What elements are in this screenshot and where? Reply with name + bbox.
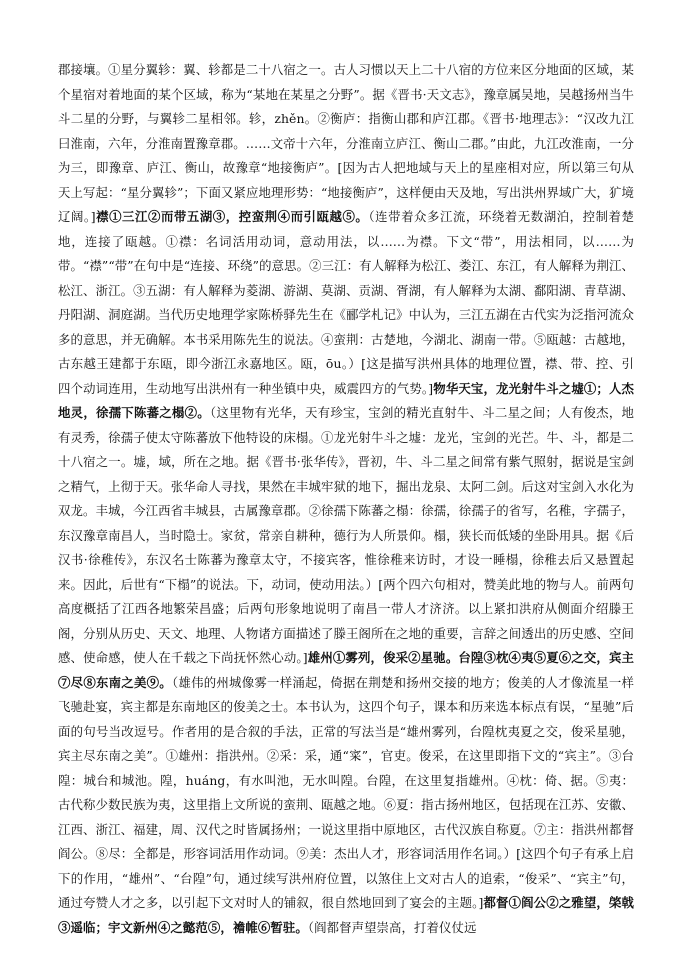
commentary-text: 郡接壤。①星分翼轸：翼、轸都是二十八宿之一。古人习惯以天上二十八宿的方位来区分地面的区域，某个星宿对着地面的某个区域，称为“某地在某星之分野”。据《晋书·天文志》，豫章属吴地，吴越扬州当牛斗二星的分野，与翼轸二星相邻。轸，zhěn。②衡庐：指衡山郡和庐江郡。《晋书·地理志》：“汉改九江曰淮南，六年，分淮南置豫章郡。……文帝十六年，分淮南立庐江、衡山二郡。”由此，九江改淮南，一分为三，即豫章、庐江、衡山，故豫章“地接衡庐”。[因为古人把地域与天上的星座相对应，所以第三句从天上写起：“星分翼轸”；下面又紧应地理形势：“地接衡庐”，这样便由天及地，写出洪州界域广大，犷境辽阔。] xyxy=(58,62,634,224)
commentary-text: （连带着众多江流，环绕着无数湖泊，控制着楚地，连接了瓯越。①襟：名词活用动词，意动用法，以……为襟。下文“带”，用法相同，以……为带。“襟”“带”在句中是“连接、环绕”的意思。②三江：有人解释为松江、娄江、东江，有人解释为荆江、松江、浙江。③五湖：有人解释为菱湖、游湖、莫湖、贡湖、胥湖，有人解释为太湖、鄱阳湖、青草湖、丹阳湖、洞庭湖。当代历史地理学家陈桥驿先生在《郦学札记》中认为，三江五湖在古代实为泛指河流众多的意思，并无确解。本书采用陈先生的说法。④蛮荆：古楚地，今湖北、湖南一带。⑤瓯越：古越地，古东越王建都于东瓯，即今浙江永嘉地区。瓯，ōu。）[这是描写洪州具体的地理位置，襟、带、控、引四个动词连用，生动地写出洪州有一种坐镇中央，威震四方的气势。] xyxy=(58,209,634,396)
original-text-sentence: 都督①阎公②之雅望，棨戟③遥临；宇文新州④之懿范⑤，襜帷⑥暂驻。 xyxy=(58,895,634,935)
commentary-text: （阎都督声望崇高，打着仪仗远 xyxy=(307,919,477,935)
original-text-sentence: 雄州①雾列，俊采②星驰。台隍③枕④夷⑤夏⑥之交，宾主⑦尽⑧东南之美⑨。 xyxy=(58,650,634,690)
annotated-text-block xyxy=(58,58,634,940)
commentary-text: （这里物有光华，天有珍宝，宝剑的精光直射牛、斗二星之间；人有俊杰，地有灵秀，徐孺子使太守陈蕃放下他特设的床榻。①龙光射牛斗之墟：龙光，宝剑的光芒。牛、斗，都是二十八宿之一。墟，域，所在之地。据《晋书·张华传》，晋初，牛、斗二星之间常有紫气照射，据说是宝剑之精气，上彻于天。张华命人寻找，果然在丰城牢狱的地下，掘出龙泉、太阿二剑。后这对宝剑入水化为双龙。丰城，今江西省丰城县，古属豫章郡。②徐孺下陈蕃之榻：徐孺，徐孺子的省写，名稚，字孺子，东汉豫章南昌人，当时隐士。家贫，常亲自耕种，德行为人所景仰。榻，狭长而低矮的坐卧用具。据《后汉书·徐稚传》，东汉名士陈蕃为豫章太守，不接宾客，惟徐稚来访时，才设一睡榻，徐稚去后又悬置起来。因此，后世有“下榻”的说法。下，动词，使动用法。）[两个四六句相对，赞美此地的物与人。前两句高度概括了江西各地繁荣昌盛；后两句形象地说明了南昌一带人才济济。以上紧扣洪府从侧面介绍滕王阁，分别从历史、天文、地理、人物诸方面描述了滕王阁所在之地的重要，言辞之间透出的历史感、空间感、使命感，使人在千载之下尚抚怀然心动。] xyxy=(58,405,634,665)
commentary-text: （雄伟的州城像雾一样涌起，倚据在荆楚和扬州交接的地方；俊美的人才像流星一样飞驰赴宴，宾主都是东南地区的俊美之士。本书认为，这四个句子，课本和历来选本标点有误，“星驰”后面的句号当改逗号。作者用的是合叙的手法，正常的写法当是“雄州雾列，台隍枕夷夏之交，俊采星驰，宾主尽东南之美”。①雄州：指洪州。②采：采，通“寀”，官吏。俊采，在这里即指下文的“宾主”。③台隍：城台和城池。隍，huáng，有水叫池，无水叫隍。台隍，在这里复指雄州。④枕：倚、据。⑤夷：古代称少数民族为夷，这里指上文所说的蛮荆、瓯越之地。⑥夏：指古扬州地区，包括现在江苏、安徽、江西、浙江、福建，周、汉代之时皆属扬州；一说这里指中原地区，古代汉族自称夏。⑦主：指洪州都督阎公。⑧尽：全都是，形容词活用作动词。⑨美：杰出人才，形容词活用作名词。）[这四个句子有承上启下的作用，“雄州”、“台隍”句，通过续写洪州府位置，以煞住上文对古人的追索，“俊采”、“宾主”句，通过夸赞人才之多，以引起下文对时人的铺叙，很自然地回到了宴会的主题。] xyxy=(58,674,635,910)
original-text-sentence: 物华天宝，龙光射牛斗之墟①；人杰地灵，徐孺下陈蕃之榻②。 xyxy=(58,380,635,420)
original-text-sentence: 襟①三江②而带五湖③，控蛮荆④而引瓯越⑤。 xyxy=(95,209,369,224)
